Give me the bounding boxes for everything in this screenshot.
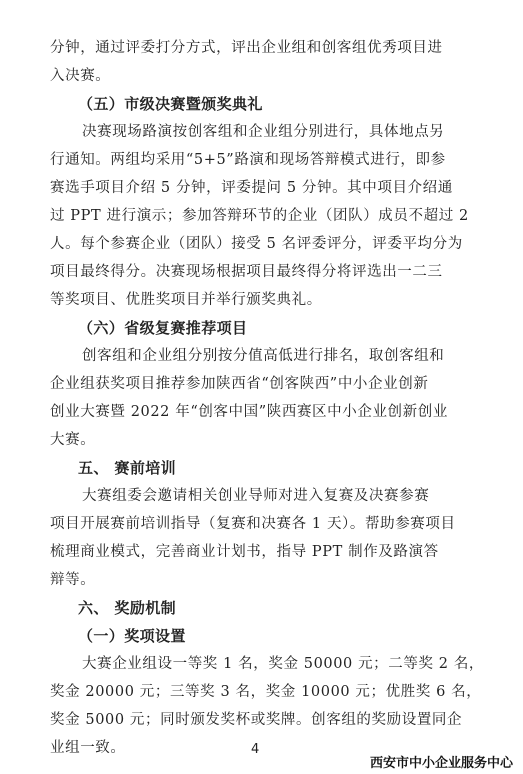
text-line: 辩等。 — [50, 572, 96, 588]
section-heading: 六、 奖励机制 — [78, 599, 177, 617]
text-line: 等奖项目、优胜奖项目并举行颁奖典礼。 — [50, 292, 322, 308]
text-line: 大赛企业组设一等奖 1 名，奖金 50000 元；二等奖 2 名， — [82, 656, 485, 672]
text-line: 大赛。 — [50, 432, 96, 448]
text-line: 项目开展赛前培训指导（复赛和决赛各 1 天）。帮助参赛项目 — [50, 516, 456, 532]
text-line: 业组一致。 — [50, 740, 126, 756]
section-heading: 五、 赛前培训 — [78, 459, 177, 477]
section-heading: （六）省级复赛推荐项目 — [78, 319, 248, 337]
text-line: 分钟，通过评委打分方式，评出企业组和创客组优秀项目进 — [50, 40, 443, 56]
page-number: 4 — [251, 742, 260, 757]
text-line: 项目最终得分。决赛现场根据项目最终得分将评选出一二三 — [50, 264, 443, 280]
text-line: 企业组获奖项目推荐参加陕西省“创客陕西”中小企业创新 — [50, 376, 429, 392]
text-line: 创业大赛暨 2022 年“创客中国”陕西赛区中小企业创新创业 — [50, 404, 448, 420]
text-line: 大赛组委会邀请相关创业导师对进入复赛及决赛参赛 — [82, 488, 430, 504]
text-line: 奖金 20000 元；三等奖 3 名，奖金 10000 元；优胜奖 6 名， — [50, 684, 482, 700]
text-line: 行通知。两组均采用“5+5”路演和现场答辩模式进行，即参 — [50, 152, 446, 168]
text-line: 奖金 5000 元；同时颁发奖杯或奖牌。创客组的奖励设置同企 — [50, 712, 463, 728]
text-line: 过 PPT 进行演示；参加答辩环节的企业（团队）成员不超过 2 — [50, 208, 469, 224]
text-line: 入决赛。 — [50, 68, 111, 84]
text-line: 赛选手项目介绍 5 分钟，评委提问 5 分钟。其中项目介绍通 — [50, 180, 453, 196]
text-line: 人。每个参赛企业（团队）接受 5 名评委评分，评委平均分为 — [50, 236, 463, 252]
text-line: 创客组和企业组分别按分值高低进行排名，取创客组和 — [82, 348, 445, 364]
footer-organization: 西安市中小企业服务中心 — [369, 756, 513, 771]
text-line: 决赛现场路演按创客组和企业组分别进行，具体地点另 — [82, 124, 445, 140]
section-heading: （五）市级决赛暨颁奖典礼 — [78, 95, 263, 113]
section-heading: （一）奖项设置 — [78, 627, 186, 645]
text-line: 梳理商业模式，完善商业计划书，指导 PPT 制作及路演答 — [50, 544, 439, 560]
